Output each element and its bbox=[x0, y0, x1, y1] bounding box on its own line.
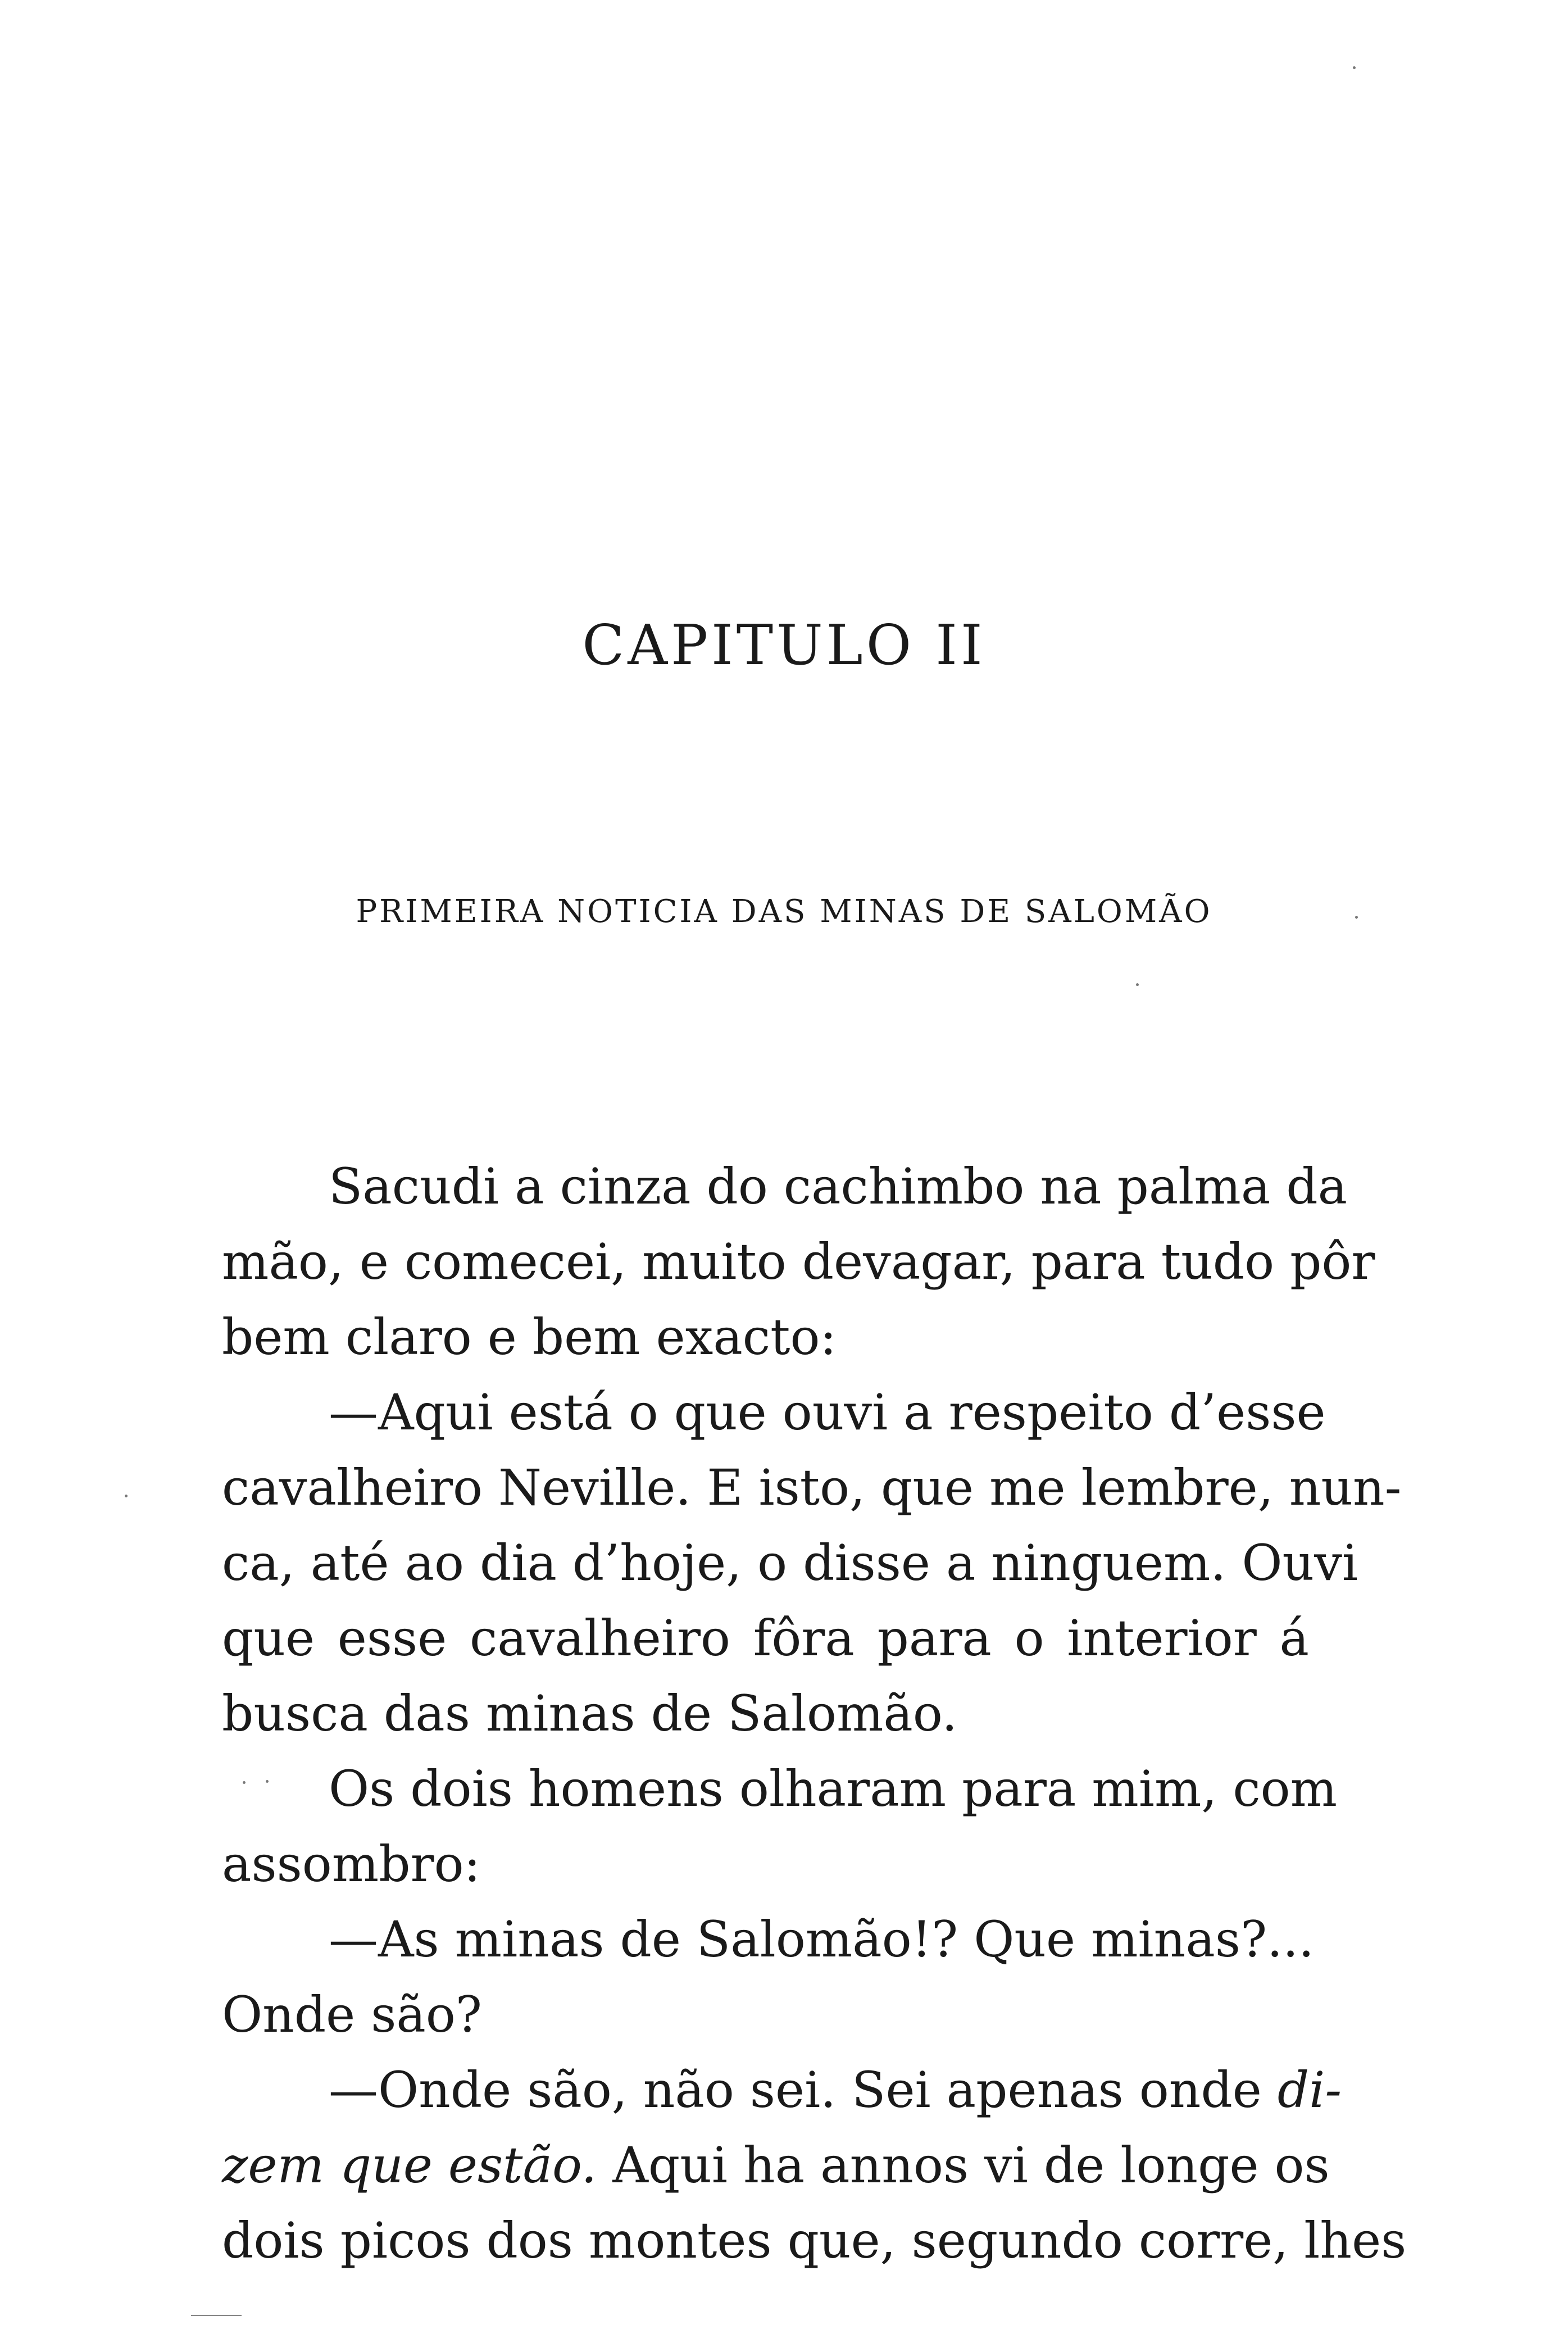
text-line bbox=[222, 2128, 1330, 2203]
text-line bbox=[222, 2053, 1342, 2128]
italic-text: di- bbox=[1277, 2061, 1342, 2119]
page-edge-mark bbox=[191, 2315, 242, 2316]
paper-speck bbox=[266, 1780, 269, 1783]
paper-speck bbox=[243, 1781, 246, 1784]
text-line: ca, até ao dia d’hoje, o disse a ninguem. Ouvi bbox=[222, 1534, 1358, 1592]
text-line: busca das minas de Salomão. bbox=[222, 1684, 958, 1742]
text-line: —As minas de Salomão!? Que minas?... bbox=[329, 1910, 1315, 1968]
paper-speck bbox=[1353, 66, 1356, 69]
text-line: que esse cavalheiro fôra para o interior á bbox=[222, 1609, 1309, 1667]
paper-speck bbox=[125, 1495, 128, 1497]
text-line: mão, e comecei, muito devagar, para tudo pôr bbox=[222, 1233, 1375, 1291]
chapter-title: CAPITULO II bbox=[582, 614, 986, 678]
italic-text: zem que estão. bbox=[222, 2136, 597, 2194]
text-line: dois picos dos montes que, segundo corre, lhes bbox=[222, 2212, 1407, 2269]
text-line: —Aqui está o que ouvi a respeito d’esse bbox=[329, 1383, 1326, 1441]
paper-speck bbox=[1136, 983, 1139, 986]
text-line: assombro: bbox=[222, 1835, 481, 1893]
text-line: bem claro e bem exacto: bbox=[222, 1308, 837, 1366]
text-line: Os dois homens olharam para mim, com bbox=[329, 1760, 1338, 1818]
text-line: cavalheiro Neville. E isto, que me lembre, nun- bbox=[222, 1459, 1402, 1516]
body-text bbox=[222, 1149, 1407, 2278]
chapter-subtitle: PRIMEIRA NOTICIA DAS MINAS DE SALOMÃO bbox=[356, 893, 1212, 930]
text-line: Onde são? bbox=[222, 1986, 482, 2044]
text-line: Sacudi a cinza do cachimbo na palma da bbox=[329, 1157, 1348, 1215]
text-segment: Aqui ha annos vi de longe os bbox=[612, 2136, 1330, 2194]
text-segment: —Onde são, não sei. Sei apenas onde bbox=[329, 2061, 1262, 2119]
paper-speck bbox=[1355, 916, 1358, 919]
